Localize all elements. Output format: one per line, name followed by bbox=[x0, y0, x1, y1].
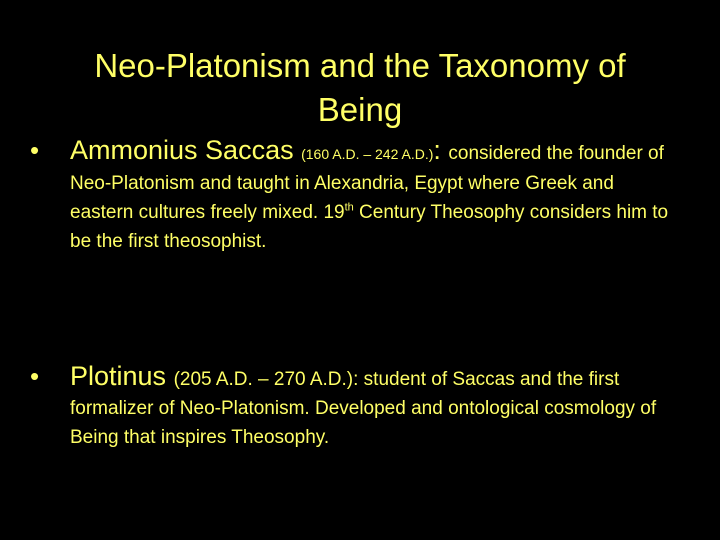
title-line-2: Being bbox=[317, 91, 403, 129]
title-line-1: Neo-Platonism and the Taxonomy of bbox=[94, 47, 626, 85]
bullet-body bbox=[70, 134, 680, 256]
bullet-text: : student of Saccas and the first formalizer of Neo-Platonism. Developed and ontological cosmology of Being that inspires Theosophy. bbox=[70, 369, 657, 448]
bullet-dates: (160 A.D. – 242 A.D.) bbox=[301, 146, 434, 162]
bullet-plotinus bbox=[30, 360, 680, 452]
bullet-body bbox=[70, 360, 680, 452]
bullet-dot-icon: • bbox=[30, 361, 40, 391]
bullet-colon: : bbox=[433, 135, 449, 165]
bullet-lead: Ammonius Saccas bbox=[70, 135, 302, 165]
bullet-dates: (205 A.D. – 270 A.D.) bbox=[173, 369, 354, 390]
bullet-superscript: th bbox=[344, 201, 354, 214]
bullet-lead: Plotinus bbox=[70, 361, 174, 391]
bullet-dot-icon: • bbox=[30, 135, 40, 165]
slide-title bbox=[30, 44, 690, 132]
bullet-text-continued: Century Theosophy considers him to be the first theosophist. bbox=[70, 202, 669, 252]
bullet-ammonius-saccas bbox=[30, 134, 680, 256]
bullet-text: considered the founder of Neo-Platonism and taught in Alexandria, Egypt where Greek and eastern cultures freely mixed. 19 bbox=[70, 143, 664, 223]
